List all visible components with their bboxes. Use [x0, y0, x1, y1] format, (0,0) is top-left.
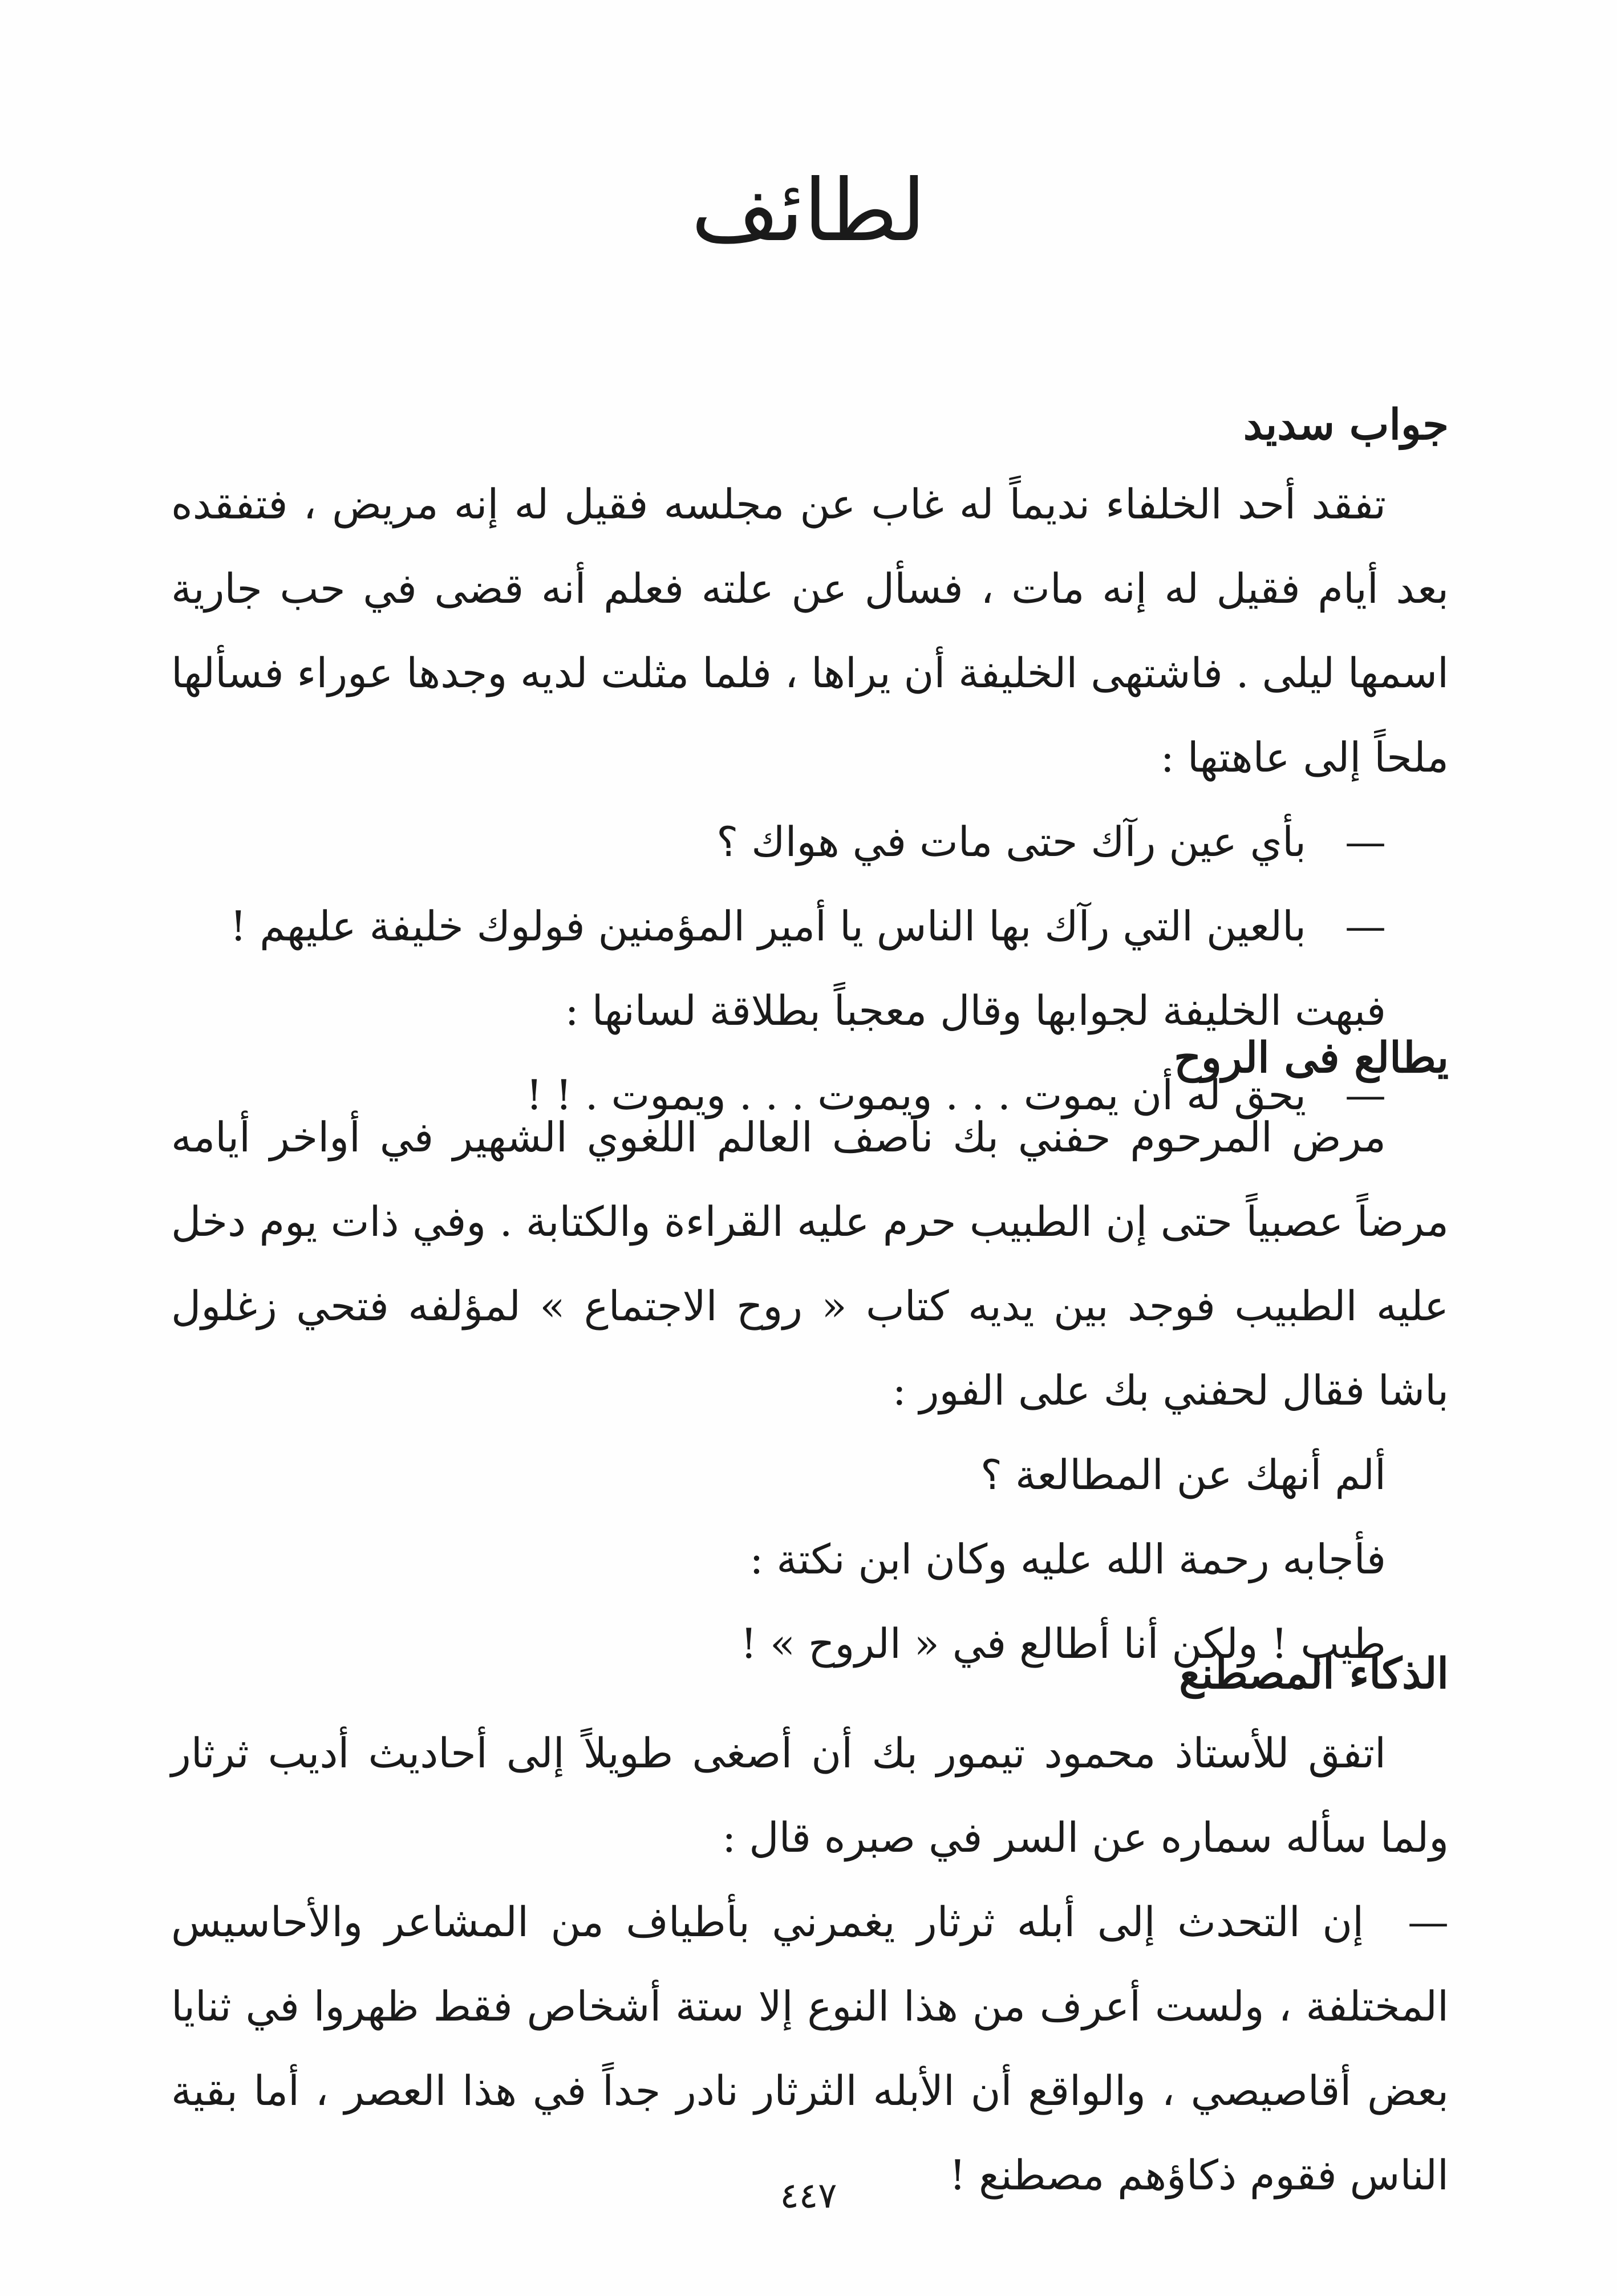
- narration-line: فأجابه رحمة الله عليه وكان ابن نكتة :: [749, 1535, 1386, 1583]
- narration-line: فبهت الخليفة لجوابها وقال معجباً بطلاقة لسانها :: [565, 987, 1386, 1035]
- section-heading: يطالع فى الروح: [1174, 1033, 1449, 1082]
- dash: —: [1345, 902, 1386, 950]
- section-artificial-intelligence: [171, 1642, 1449, 2217]
- narration-line: طيب ! ولكن أنا أطالع في « الروح » !: [740, 1620, 1386, 1668]
- dash: —: [1408, 1898, 1449, 1946]
- quote-text: إن التحدث إلى أبله ثرثار يغمرني بأطياف من المشاعر والأحاسيس المختلفة ، ولست أعرف من هذا النوع إلا ستة أشخاص فقط ظهروا في ثنايا بعض أقاصيصي ، والواقع أن الأبله الثرثار نادر جداً في هذا العصر ، أما بقية الناس فقوم ذكاؤهم مصطنع !: [171, 1898, 1449, 2199]
- section-paragraph: مرض المرحوم حفني بك ناصف العالم اللغوي الشهير في أواخر أيامه مرضاً عصبياً حتى إن الطبيب حرم عليه القراءة والكتابة . وفي ذات يوم دخل عليه الطبيب فوجد بين يديه كتاب « روح الاجتماع » لمؤلفه فتحي زغلول باشا فقال لحفني بك على الفور :: [171, 1113, 1449, 1414]
- page-title: لطائف: [691, 161, 926, 261]
- dash: —: [1345, 818, 1386, 866]
- dialogue-line: [171, 884, 1449, 968]
- section-reading-the-spirit: [171, 1027, 1449, 1686]
- dialogue-text: يحق له أن يموت . . . ويموت . . . ويموت . ! !: [526, 1071, 1306, 1119]
- quote-paragraph: [171, 1880, 1449, 2217]
- page-number: ٤٤٧: [780, 2175, 837, 2216]
- dash: —: [1345, 1071, 1386, 1119]
- dialogue-text: بأي عين رآك حتى مات في هواك ؟: [716, 818, 1306, 866]
- section-heading: الذكاء المصطنع: [1179, 1649, 1449, 1698]
- section-paragraph: اتفق للأستاذ محمود تيمور بك أن أصغى طويلاً إلى أحاديث أديب ثرثار ولما سأله سماره عن السر في صبره قال :: [171, 1729, 1449, 1861]
- dialogue-text: بالعين التي رآك بها الناس يا أمير المؤمنين فولوك خليفة عليهم !: [230, 902, 1306, 950]
- dialogue-line: [171, 800, 1449, 884]
- section-paragraph: تفقد أحد الخلفاء نديماً له غاب عن مجلسه فقيل له إنه مريض ، فتفقده بعد أيام فقيل له إنه مات ، فسأل عن علته فعلم أنه قضى في حب جارية اسمها ليلى . فاشتهى الخليفة أن يراها ، فلما مثلت لديه وجدها عوراء فسألها ملحاً إلى عاهتها :: [171, 480, 1449, 781]
- section-heading: جواب سديد: [1243, 400, 1449, 449]
- narration-line: ألم أنهك عن المطالعة ؟: [980, 1451, 1386, 1499]
- section-sound-answer: [171, 394, 1449, 1137]
